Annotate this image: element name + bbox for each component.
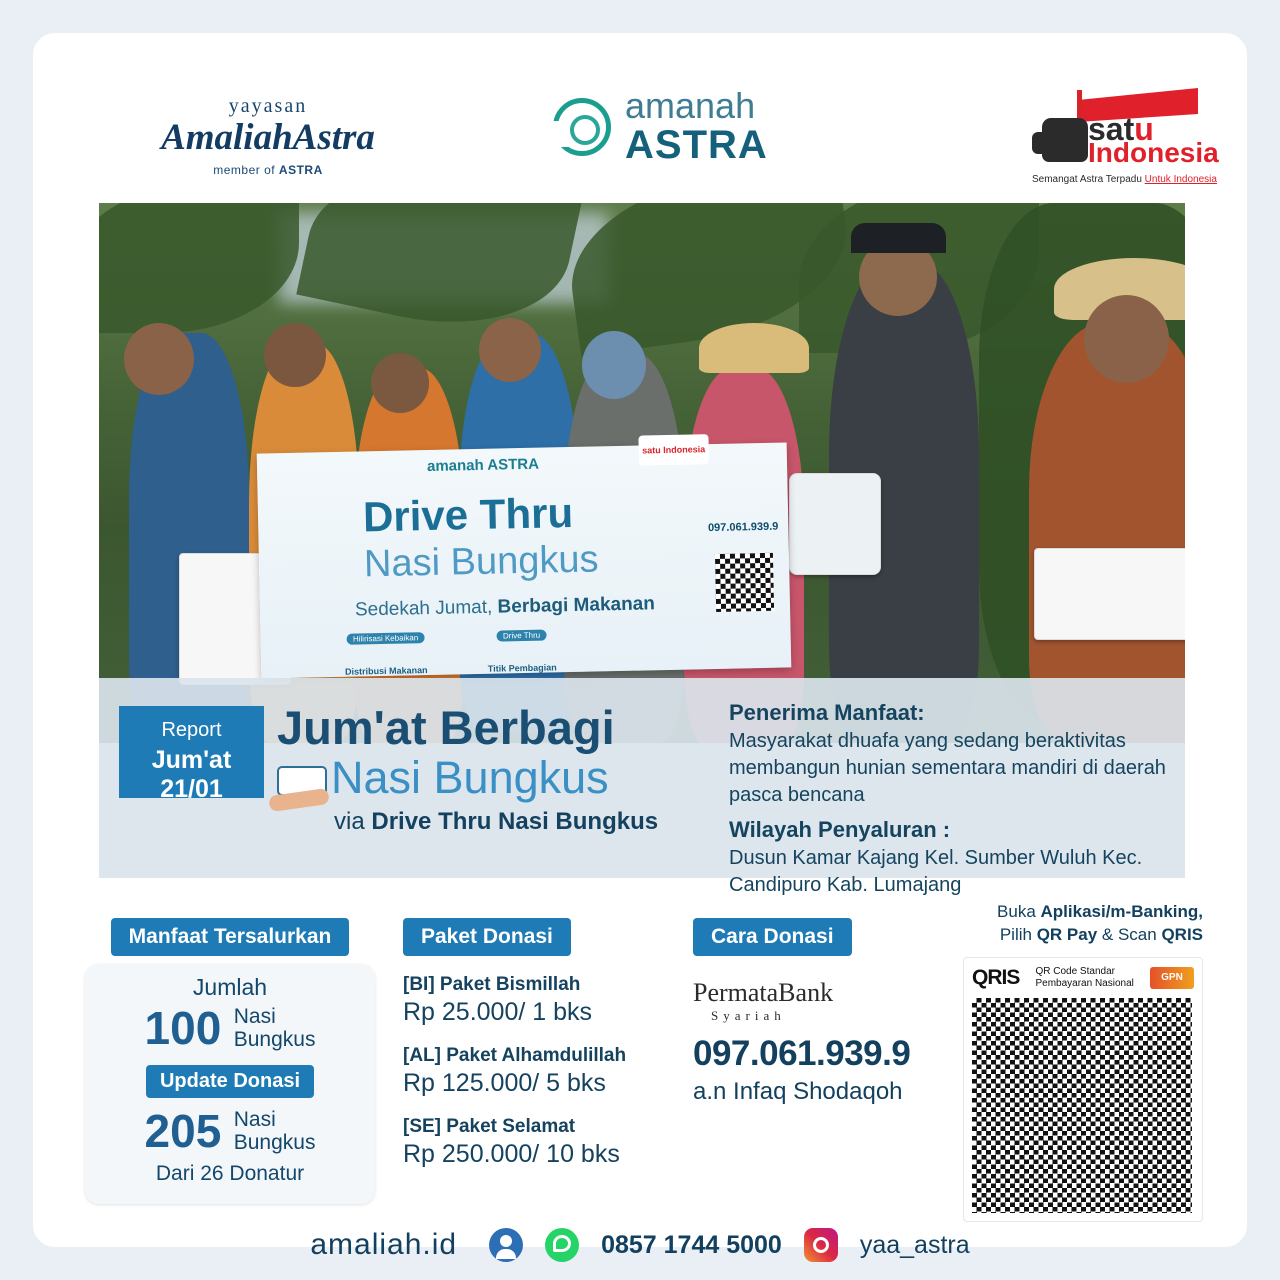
- phone-number: 0857 1744 5000: [601, 1230, 782, 1259]
- person-headscarf: [582, 331, 646, 399]
- paket-price: Rp 125.000/ 5 bks: [403, 1069, 606, 1097]
- report-label: Report: [161, 719, 222, 741]
- gpn-logo: GPN: [1150, 967, 1194, 989]
- donatur-count: Dari 26 Donatur: [155, 1162, 305, 1185]
- banner-chip-distribusi: [330, 632, 441, 677]
- banner-title-2: Nasi Bungkus: [363, 538, 599, 586]
- caption-band: [99, 678, 1185, 896]
- qris-instructions: Buka Aplikasi/m-Banking, Pilih QR Pay & Scan QRIS: [997, 902, 1203, 944]
- cara-donasi-title: Cara Donasi: [693, 918, 852, 956]
- poster: [33, 33, 1247, 1247]
- qris-logo: QRIS: [972, 965, 1020, 989]
- paket-item: [403, 1116, 683, 1169]
- manfaat-card: [85, 964, 375, 1204]
- qris-qr-code[interactable]: [972, 998, 1192, 1213]
- banner-subtitle: Sedekah Jumat, Berbagi Makanan: [354, 593, 656, 621]
- paket-item: [403, 974, 683, 1027]
- banana-leaf-icon: [296, 203, 582, 348]
- satu-word: satu: [1088, 111, 1154, 147]
- chip1-label: Distribusi Makanan: [344, 665, 428, 677]
- amanah-swirl-icon: [553, 98, 611, 156]
- conical-hat-icon: [699, 323, 809, 373]
- banner-brand: amanah ASTRA: [426, 455, 540, 476]
- paket-name: [BI] Paket Bismillah: [403, 974, 581, 995]
- contact-person-icon: [489, 1228, 523, 1262]
- farmer-face: [1084, 295, 1169, 383]
- qris-subtitle: QR Code Standar Pembayaran Nasional: [1035, 966, 1134, 989]
- person-face: [371, 353, 429, 413]
- update-value: 205: [144, 1105, 222, 1157]
- instagram-handle: yaa_astra: [859, 1230, 970, 1259]
- logo-satu-indonesia: [1018, 88, 1219, 188]
- drive-thru-banner: [257, 442, 792, 678]
- bank-sub: Syariah: [711, 1008, 786, 1023]
- update-unit: Nasi Bungkus: [233, 1107, 316, 1154]
- paket-price: Rp 25.000/ 1 bks: [403, 998, 593, 1026]
- person-face: [264, 323, 326, 387]
- header: [33, 33, 1247, 198]
- paket-name: [SE] Paket Selamat: [403, 1116, 576, 1137]
- jumlah-unit: Nasi Bungkus: [233, 1004, 316, 1051]
- cap-icon: [851, 223, 946, 253]
- astra-word: ASTRA: [625, 123, 768, 167]
- jumlah-label: Jumlah: [192, 974, 268, 1000]
- paket-title: Paket Donasi: [403, 918, 571, 956]
- fist-icon: [1042, 118, 1088, 162]
- chip2-caption: Drive Thru: [497, 630, 546, 642]
- amaliah-yayasan-text: yayasan: [228, 95, 308, 117]
- logo-amanah-astra: [553, 85, 768, 167]
- whatsapp-icon[interactable]: [545, 1228, 579, 1262]
- website-label: amaliah.id: [310, 1228, 458, 1261]
- page-title-line3: via Drive Thru Nasi Bungkus: [334, 808, 659, 835]
- manfaat-title: Manfaat Tersalurkan: [111, 918, 350, 956]
- amanah-word: amanah: [625, 85, 756, 126]
- page-title-line1: Jum'at Berbagi: [277, 701, 615, 754]
- event-photo: [99, 203, 1185, 743]
- paket-name: [AL] Paket Alhamdulillah: [403, 1045, 627, 1066]
- paket-price: Rp 250.000/ 10 bks: [403, 1140, 620, 1168]
- penerima-text: Masyarakat dhuafa yang sedang beraktivitas membangun hunian sementara mandiri di daerah pasca bencana: [729, 730, 1166, 806]
- amaliah-name-text: AmaliahAstra: [161, 117, 375, 158]
- cara-donasi-panel: [693, 918, 963, 1106]
- person-face: [124, 323, 194, 395]
- footer: [0, 1210, 1280, 1280]
- update-donasi-title: Update Donasi: [146, 1065, 314, 1098]
- paket-donasi-panel: [403, 918, 683, 1169]
- chip2-label: Titik Pembagian: [487, 662, 557, 674]
- bank-logo: [693, 978, 963, 1024]
- jumlah-value: 100: [144, 1002, 222, 1054]
- report-date: Jum'at 21/01: [151, 746, 232, 803]
- penerima-heading: Penerima Manfaat:: [729, 700, 925, 725]
- indonesia-word: Indonesia: [1088, 137, 1219, 169]
- qris-panel: [963, 901, 1203, 1222]
- banner-qr-code: [715, 553, 774, 612]
- satu-tagline: Semangat Astra Terpadu Untuk Indonesia: [1032, 174, 1217, 185]
- banner-title-1: Drive Thru: [362, 488, 574, 541]
- banner-chip-titik: [466, 629, 577, 674]
- manfaat-tersalurkan-panel: [85, 918, 375, 1204]
- logo-amaliah-astra: [118, 95, 418, 177]
- banana-leaf-icon: [99, 203, 299, 333]
- account-name: a.n Infaq Shodaqoh: [693, 1078, 903, 1105]
- photo-background: [99, 203, 1185, 743]
- wilayah-text: Dusun Kamar Kajang Kel. Sumber Wuluh Kec. Candipuro Kab. Lumajang: [729, 847, 1143, 896]
- bank-name: PermataBank Syariah: [693, 978, 963, 1024]
- food-package: [1034, 548, 1185, 640]
- beneficiary-info: [729, 700, 1169, 899]
- banner-satu-logo: satu Indonesia: [638, 434, 709, 465]
- page-title-line2: Nasi Bungkus: [331, 752, 609, 803]
- food-package-bag: [789, 473, 881, 575]
- amaliah-member-text: member of ASTRA: [213, 163, 323, 177]
- banner-transfer-number: 097.061.939.9: [707, 520, 779, 535]
- report-badge: [119, 706, 264, 803]
- chip1-caption: Hilirisasi Kebaikan: [347, 632, 425, 645]
- hand-with-box-icon: [269, 766, 331, 814]
- wilayah-heading: Wilayah Penyaluran :: [729, 817, 951, 842]
- paket-item: [403, 1045, 683, 1098]
- instagram-icon[interactable]: [804, 1228, 838, 1262]
- account-number: 097.061.939.9: [693, 1034, 911, 1073]
- qris-card: [963, 957, 1203, 1222]
- person-face: [479, 318, 541, 382]
